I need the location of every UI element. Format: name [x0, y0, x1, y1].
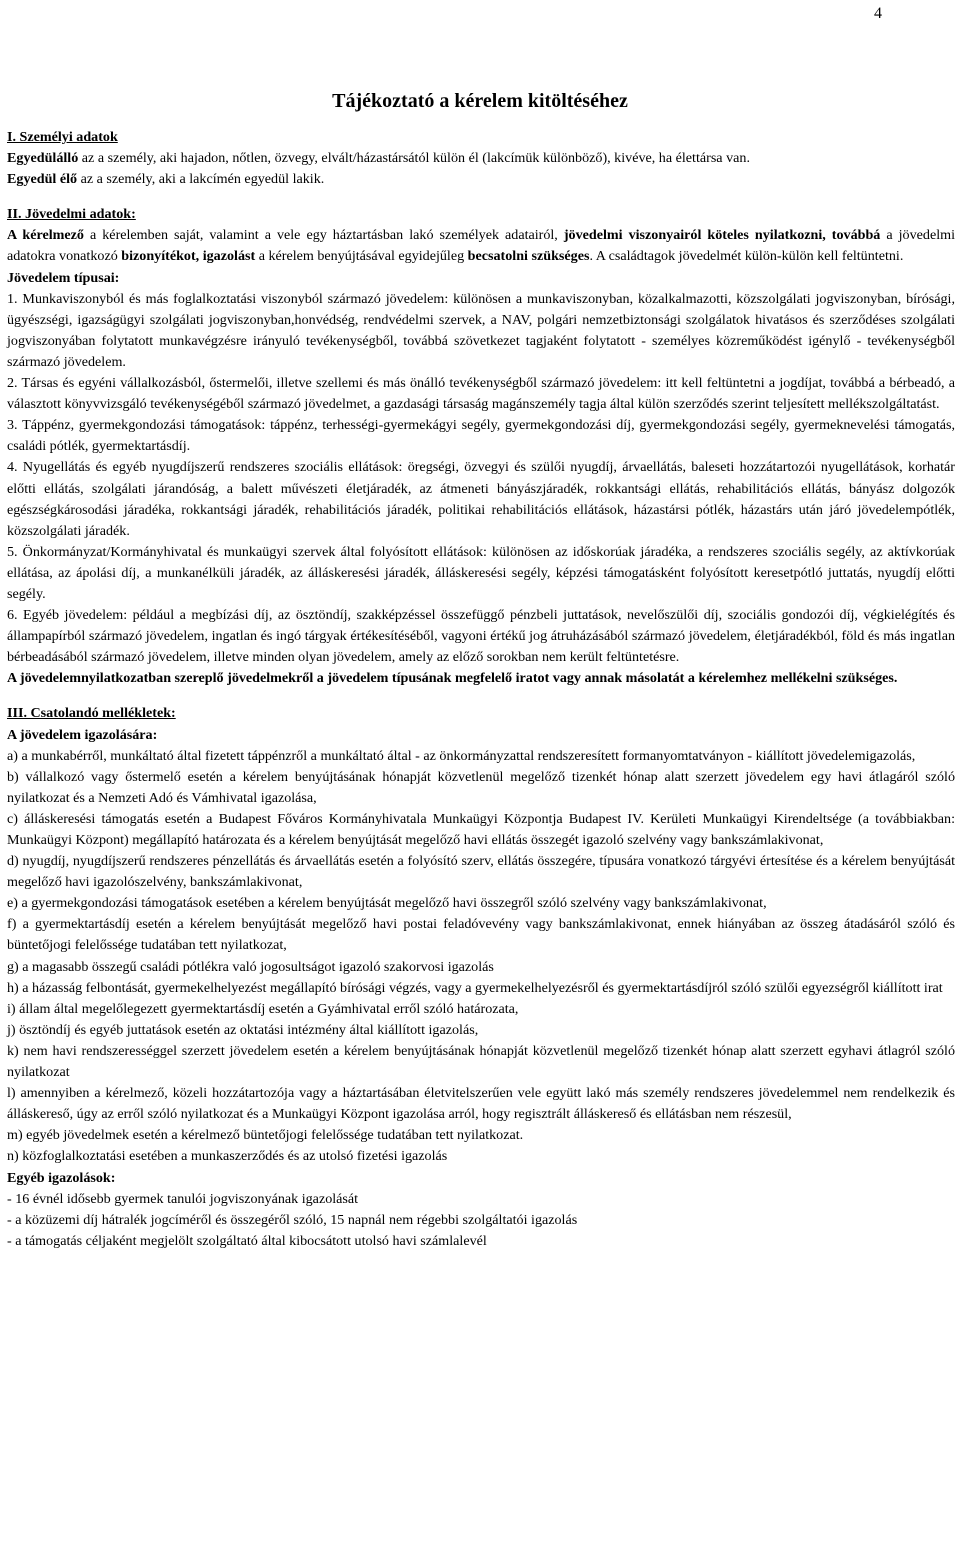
document-title: Tájékoztató a kérelem kitöltéséhez	[332, 90, 628, 112]
income-type-item: 1. Munkaviszonyból és más foglalkoztatási viszonyból származó jövedelem: különösen a munkaviszonyban, közalkalmazotti, közszolgálati jogviszonyban, bírósági, ügyészségi, igazságügyi szolgálati jogviszonyban,honvédség, rendvédelmi szervek, a NAV, polgári nemzetbiztonsági szolgálatok hivatásos és szerződéses szolgálati jogviszonyában folytatott munkavégzésre irányuló tevékenységből, továbbá szövetkezet tagjaként folytatott - személyes közreműködést igénylő - tevékenységből származó jövedelem.	[7, 290, 955, 370]
other-proof-item: - a közüzemi díj hátralék jogcíméről és összegéről szóló, 15 napnál nem régebbi szolgáltatói igazolás	[7, 1211, 578, 1228]
attachment-item: l) amennyiben a kérelmező, közeli hozzátartozója vagy a háztartásában életvitelszerűen vele együtt lakó más személy rendszeres jövedelemmel nem rendelkezik és álláskereső, úgy az erről szóló nyilatkozat és a Munkaügyi Központ igazolása arról, hogy regisztrált álláskereső és ellátásban nem részesül,	[7, 1085, 955, 1123]
intro-bold: jövedelmi viszonyairól köteles nyilatkozni, továbbá	[563, 227, 881, 244]
definition-egyedul-elo	[7, 169, 955, 190]
income-type-item: 6. Egyéb jövedelem: például a megbízási díj, az ösztöndíj, szakképzéssel összefüggő pénzbeli juttatások, nevelőszülői díj, szociális gondozói díj, végkielégítés és állampapírból származó jövedelem, ingatlan és ingó tárgyak értékesítéséből, vagyoni értékű jog átruházásából származó jövedelem, életjáradékból, föld és más ingatlan bérbeadásából származó jövedelem, illetve minden olyan jövedelem, amely az előző sorokban nem került feltüntetésre.	[7, 607, 955, 666]
attachment-item: b) vállalkozó vagy őstermelő esetén a kérelem benyújtásának hónapját közvetlenül megelőző tizenkét hónap alatt szerzett jövedelem egy havi átlagáról szóló nyilatkozat és a Nemzeti Adó és Vámhivatal igazolása,	[7, 768, 955, 806]
attachment-item: d) nyugdíj, nyugdíjszerű rendszeres pénzellátás és árvaellátás esetén a folyósító szerv, ellátás összegére, típusára vonatkozó tárgyévi értesítése és a kérelem benyújtását megelőző havi igazolószelvény, bankszámlakivonat,	[7, 853, 955, 891]
definition-text: az a személy, aki a lakcímén egyedül lakik.	[77, 171, 325, 188]
definition-text: az a személy, aki hajadon, nőtlen, özvegy, elvált/házastársától külön él (lakcímük különböző), kivéve, ha élettársa van.	[78, 150, 750, 167]
other-proof-item: - 16 évnél idősebb gyermek tanulói jogviszonyának igazolását	[7, 1190, 359, 1207]
income-proof-heading: A jövedelem igazolására:	[7, 726, 158, 743]
income-closing-note: A jövedelemnyilatkozatban szereplő jövedelmekről a jövedelem típusának megfelelő iratot vagy annak másolatát a kérelemhez mellékelni szükséges.	[7, 670, 898, 687]
income-type-item: 5. Önkormányzat/Kormányhivatal és munkaügyi szervek által folyósított ellátások: különösen az időskorúak járadéka, a rendszeres szociális segély, az aktívkorúak ellátása, az ápolási díj, a munkanélküli járadék, az álláskeresési járadék, álláskeresési segély, képzési támogatásként folyósított keresetpótló juttatás, nyugdíj előtti segély.	[7, 543, 955, 602]
attachment-item: e) a gyermekgondozási támogatások esetében a kérelem benyújtását megelőző havi összegről szóló szelvény vagy bankszámlakivonat,	[7, 895, 767, 912]
intro-bold: bizonyítékot, igazolást	[121, 248, 256, 265]
section-1-heading: I. Személyi adatok	[7, 129, 118, 145]
attachment-item: n) közfoglalkoztatási esetében a munkaszerződés és az utolsó fizetési igazolás	[7, 1148, 448, 1165]
attachment-item: g) a magasabb összegű családi pótlékra való jogosultságot igazoló szakorvosi igazolás	[7, 958, 494, 975]
section-2-intro	[7, 225, 955, 267]
intro-bold: becsatolni szükséges	[467, 248, 590, 265]
attachment-item: a) a munkabérről, munkáltató által fizetett táppénzről a munkáltató által - az önkormányzattal rendszeresített formanyomtatványon - kiállított jövedelemigazolás,	[7, 747, 916, 764]
income-type-item: 4. Nyugellátás és egyéb nyugdíjszerű rendszeres szociális ellátások: öregségi, özvegyi és szülői nyugdíj, árvaellátás, baleseti hozzátartozói nyugellátások, korhatár előtti ellátás, szolgálati járandóság, a balett művészeti életjáradék, az átmeneti bányászjáradék, rokkantsági ellátás, rehabilitációs ellátás, bányász dolgozók egészségkárosodási járadéka, rokkantsági járadék, rehabilitációs járadék, politikai rehabilitációs ellátások, házastársi pótlék, házastárs után járó jövedelempótlék, közszolgálati járadék.	[7, 459, 955, 539]
attachment-item: f) a gyermektartásdíj esetén a kérelem benyújtását megelőző havi postai feladóvevény vagy bankszámlakivonat, ennek hiányában az összeg átadásáról szóló és büntetőjogi felelőssége tudatában tett nyilatkozat,	[7, 916, 955, 954]
attachment-item: m) egyéb jövedelmek esetén a kérelmező büntetőjogi felelőssége tudatában tett nyilatkozat.	[7, 1127, 524, 1144]
other-proofs-heading: Egyéb igazolások:	[7, 1169, 116, 1186]
document-body	[7, 127, 955, 1252]
income-types-heading: Jövedelem típusai:	[7, 269, 120, 286]
definition-egyedulallo	[7, 148, 955, 169]
term: Egyedülálló	[7, 150, 79, 167]
attachment-item: k) nem havi rendszerességgel szerzett jövedelem esetén a kérelem benyújtásának hónapját közvetlenül megelőző tizenkét hónap alatt szerzett egyhavi átlagról szóló nyilatkozat	[7, 1042, 955, 1081]
attachment-item: i) állam által megelőlegezett gyermektartásdíj esetén a Gyámhivatal erről szóló határozata,	[7, 1000, 519, 1017]
term: Egyedül élő	[7, 171, 78, 188]
intro-text: a jövedelmi adatokra vonatkozó	[7, 227, 955, 265]
section-3-heading: III. Csatolandó mellékletek:	[7, 705, 176, 722]
intro-text: a kérelem benyújtásával egyidejűleg	[255, 248, 468, 265]
other-proof-item: - a támogatás céljaként megjelölt szolgáltató által kibocsátott utolsó havi számlalevél	[7, 1232, 487, 1249]
income-type-item: 2. Társas és egyéni vállalkozásból, őstermelői, illetve szellemi és más önálló tevékenységből származó jövedelem: itt kell feltüntetni a jogdíjat, továbbá a bérbeadó, a választott könyvvizsgáló tevékenységéből származó jövedelmet, a gazdasági társaság magánszemély tagja által külön szerződés szerint teljesített mellékszolgáltatást.	[7, 375, 955, 413]
attachment-item: c) álláskeresési támogatás esetén a Budapest Főváros Kormányhivatala Munkaügyi Központja Budapest IV. Kerületi Munkaügyi Kirendeltsége (a továbbiakban: Munkaügyi Központ) megállapító határozata és a kérelem benyújtását megelőző havi ellátás összegét igazoló szelvény vagy bankszámlakivonat,	[7, 810, 955, 848]
income-type-item: 3. Táppénz, gyermekgondozási támogatások: táppénz, terhességi-gyermekágyi segély, gyermekgondozási díj, gyermekgondozási segély, gyermeknevelési támogatás, családi pótlék, gyermektartásdíj.	[7, 417, 955, 455]
page-number: 4	[874, 5, 882, 22]
intro-bold: A kérelmező	[7, 227, 84, 244]
section-2-heading: II. Jövedelmi adatok:	[7, 206, 136, 223]
intro-text: a kérelemben saját, valamint a vele egy háztartásban lakó személyek adatairól,	[83, 227, 564, 244]
attachment-item: h) a házasság felbontását, gyermekelhelyezést megállapító bírósági végzés, vagy a gyermekelhelyezésről és gyermektartásdíjról szóló szülői egyezségről kiállított irat	[7, 979, 943, 996]
intro-text: . A családtagok jövedelmét külön-külön kell feltüntetni.	[589, 248, 904, 265]
attachment-item: j) ösztöndíj és egyéb juttatások esetén az oktatási intézmény által kiállított igazolás,	[7, 1021, 479, 1038]
